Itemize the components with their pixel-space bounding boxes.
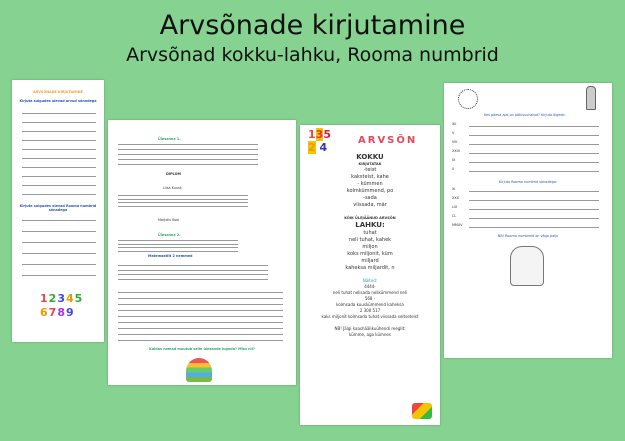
worksheet-page-exercises [12, 80, 104, 342]
roman-numeral: XXIII [452, 149, 460, 153]
question-text: Kuidas nemad muutub selle ülesande lugeda? Miks nii? [149, 347, 255, 351]
colorful-numbers-image: 12345 6789 [40, 292, 84, 319]
answer-line [469, 135, 599, 136]
number-blocks-image: 135 2 4 [308, 128, 331, 154]
roman-numeral: XI [452, 187, 456, 191]
task-instruction: Kirjuta sulgudes olevad arvud sõnadega [19, 99, 97, 103]
answer-line [22, 149, 96, 150]
answer-line [118, 328, 283, 329]
answer-line [118, 247, 238, 248]
answer-line [469, 162, 599, 163]
example-number: 568 - [364, 296, 376, 301]
answer-line [118, 159, 258, 160]
task-heading: Ülesanne 2. [158, 233, 181, 237]
worksheet-page-rules [300, 125, 440, 425]
roman-numeral: XXX [452, 196, 459, 200]
example-number: kaks miljonit kolmsada tuhat viissada seitseteist [321, 314, 419, 319]
answer-line [469, 144, 599, 145]
answer-line [118, 149, 258, 150]
example-text: neli tuhat, kahek [348, 237, 392, 243]
roman-numeral: XII [452, 122, 457, 126]
suffix-text: miljon [362, 244, 378, 250]
answer-line [22, 185, 96, 186]
answer-line [118, 202, 248, 203]
example-text: viissada, mär [353, 202, 387, 208]
answer-line [118, 316, 283, 317]
task-instruction: Kirjuta sulgudes olevad Rooma numbrid sõnadega [19, 204, 97, 213]
suffix-text: - kümmen [357, 181, 383, 187]
others-label: KÕIK ÜLEJÄÄNUD ARVSÕN [344, 216, 396, 220]
answer-line [469, 218, 599, 219]
example-number: 4444- [364, 284, 376, 289]
example-number: 2 300 517 [359, 308, 381, 313]
answer-line [118, 244, 238, 245]
answer-line [118, 251, 238, 252]
rule-note: NB! Jälgi kaashäälikuühendi reeglit: [334, 326, 406, 331]
answer-line [469, 126, 599, 127]
suffix-text: -sada [363, 195, 377, 201]
answer-line [118, 334, 283, 335]
answer-line [22, 122, 96, 123]
answer-line [22, 113, 96, 114]
answer-line [469, 200, 599, 201]
answer-line [22, 275, 96, 276]
roman-numeral: CL [452, 214, 457, 218]
answer-line [118, 304, 283, 305]
answer-line [118, 274, 268, 275]
kirjutatakse-label: KIRJUTATAK [358, 162, 382, 166]
answer-line [118, 206, 248, 207]
rule-example: kümme, aga kümnes [349, 332, 391, 337]
abc-blocks-image [412, 403, 432, 419]
examples-list [305, 284, 435, 320]
example-number: neli tuhat nelisada nelikümmend neli [332, 290, 408, 295]
roman-numeral: IX [452, 158, 456, 162]
answer-line [118, 298, 283, 299]
answer-line [22, 158, 96, 159]
suffix-text: -teist [363, 167, 377, 173]
answer-line [22, 253, 96, 254]
example-text: kaksteist, kahe [351, 174, 389, 180]
rainbow-book-image [186, 358, 212, 382]
worksheet-heading: ARVSÕNADE KIRJUTAMINE [33, 90, 83, 94]
roman-numeral: MMXV [452, 223, 463, 227]
rules-heading: ARVSÕN [358, 135, 418, 146]
roman-numeral: VIII [452, 140, 458, 144]
answer-line [118, 164, 258, 165]
roman-numeral: V [452, 131, 455, 135]
page-subtitle: Arvsõnad kokku-lahku, Rooma numbrid [126, 44, 499, 66]
suffix-text: miljard [361, 258, 379, 264]
answer-line [118, 279, 268, 280]
answer-line [469, 153, 599, 154]
statue-image [586, 86, 596, 110]
answer-line [22, 140, 96, 141]
answer-line [118, 144, 258, 145]
page-title: Arvsõnade kirjutamine [159, 10, 466, 41]
answer-line [118, 310, 283, 311]
question-text: Kirjuta Rooma numbrid sõnadega: [499, 180, 557, 184]
worksheet-page-roman [444, 83, 612, 358]
kokku-label: KOKKU [356, 153, 384, 161]
answer-line [469, 227, 599, 228]
examples-label: Näited: [362, 278, 378, 283]
roman-numeral: II [452, 167, 454, 171]
answer-line [118, 240, 238, 241]
example-text: koks miljonit, küm [347, 251, 393, 257]
name-text: Marjolis Kool [158, 218, 180, 222]
answer-line [118, 199, 248, 200]
roman-figure-image [510, 246, 544, 286]
answer-line [118, 195, 248, 196]
note-text: NB! Rooma numbreid on väga palju [497, 234, 559, 238]
name-text: Liisa Kuusk [163, 186, 182, 190]
answer-line [22, 194, 96, 195]
answer-line [22, 131, 96, 132]
answer-line [469, 191, 599, 192]
task-heading: Ülesanne 1. [158, 137, 181, 141]
answer-line [22, 242, 96, 243]
example-number: kolmsada kuuskümmend kaheksa [336, 302, 404, 307]
answer-line [118, 270, 268, 271]
answer-line [118, 265, 268, 266]
answer-line [118, 340, 283, 341]
answer-line [22, 167, 96, 168]
diploma-label: DIPLOM [166, 172, 181, 176]
answer-line [22, 231, 96, 232]
answer-line [469, 209, 599, 210]
worksheet-page-tasks [108, 120, 296, 385]
answer-line [469, 171, 599, 172]
answer-line [118, 292, 283, 293]
example-text: kaheksa miljardit, n [345, 265, 395, 271]
subheading: Matemaatilt 2 nemmed [148, 254, 193, 258]
clock-roman-image [458, 89, 478, 109]
answer-line [22, 176, 96, 177]
answer-line [22, 264, 96, 265]
lahku-label: LAHKU: [355, 221, 385, 229]
answer-line [118, 322, 283, 323]
answer-line [22, 220, 96, 221]
suffix-text: tuhat [363, 230, 377, 236]
answer-line [118, 154, 258, 155]
example-text: kolmkümmend, po [346, 188, 394, 194]
rules-content [300, 153, 440, 338]
roman-numeral: LIX [452, 205, 458, 209]
question-text: Kes päeva ajal on põhisuunatud? Kirjuta õigesti: [484, 113, 566, 117]
